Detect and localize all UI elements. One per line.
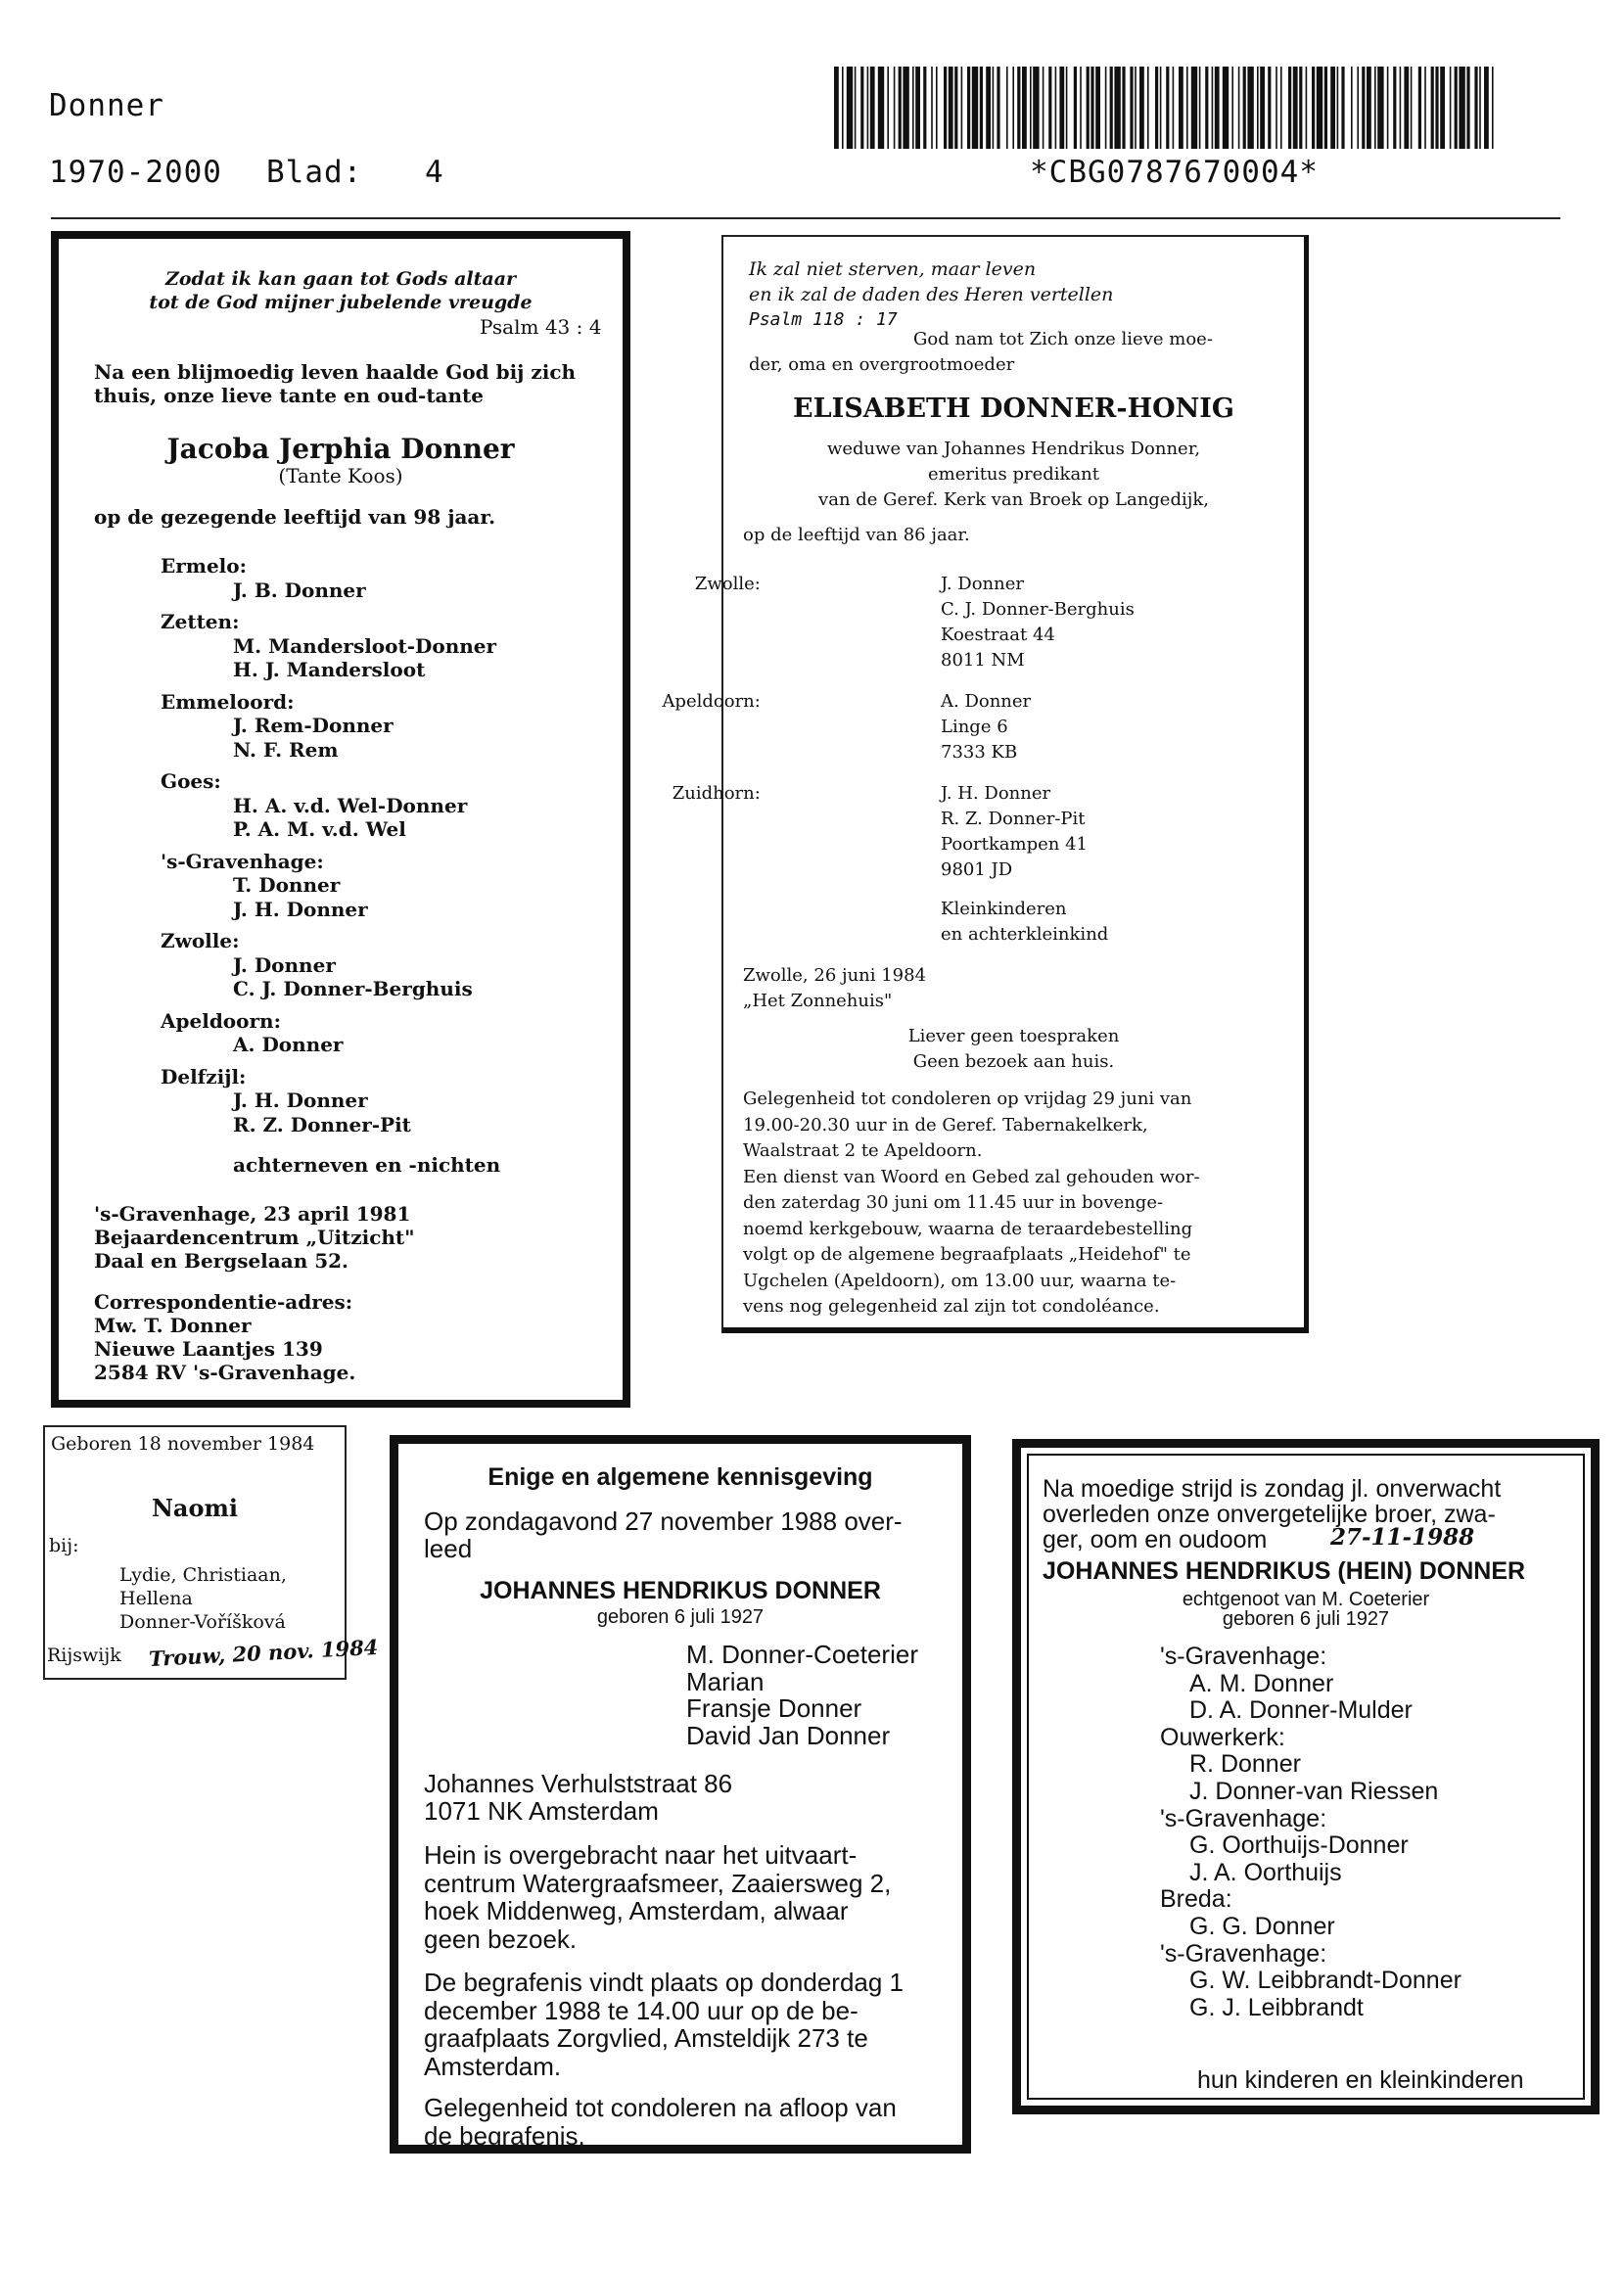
- family-member: R. Z. Donner-Pit: [233, 1112, 411, 1136]
- barcode-bar: [1276, 67, 1277, 149]
- barcode-bar: [1130, 67, 1133, 149]
- family-member: H. A. v.d. Wel-Donner: [233, 793, 468, 817]
- barcode-bar: [1393, 67, 1396, 149]
- document-years: 1970-2000: [49, 155, 222, 190]
- barcode-bar: [923, 67, 926, 149]
- barcode-bar: [894, 67, 896, 149]
- barcode-bar: [1212, 67, 1214, 149]
- birth-date: geboren 6 juli 1927: [596, 1606, 765, 1628]
- family-group: [161, 769, 496, 842]
- barcode-bar: [1351, 67, 1353, 149]
- address-line-2: 1071 NK Amsterdam: [424, 1796, 659, 1826]
- grandchildren-line-1: Kleinkinderen: [941, 899, 1067, 919]
- family-place: Zwolle:: [161, 929, 240, 952]
- barcode-bar: [899, 67, 902, 149]
- spouse-line: echtgenoot van M. Coeterier: [1182, 1589, 1430, 1610]
- paragraph-line: Gelegenheid tot condoleren op vrijdag 29 juni van: [743, 1089, 1192, 1109]
- family-place: Ouwerkerk:: [1160, 1723, 1285, 1751]
- barcode-bar: [1166, 67, 1169, 149]
- barcode-bar: [1341, 67, 1344, 149]
- correspondence-label: Correspondentie-adres:: [94, 1290, 353, 1314]
- handwritten-source-note: Trouw, 20 nov. 1984: [148, 1634, 379, 1672]
- barcode-bar: [980, 67, 983, 149]
- barcode-bar: [1435, 67, 1438, 149]
- condolence-paragraph: [424, 2094, 897, 2150]
- intro-line-1: Na een blijmoedig leven haalde God bij zich: [94, 360, 577, 384]
- family-member: A. Donner: [233, 1033, 344, 1056]
- barcode-bar: [1155, 67, 1158, 149]
- family-place: 's-Gravenhage:: [1160, 1804, 1327, 1832]
- barcode-bar: [967, 67, 970, 149]
- family-list: [662, 572, 1135, 899]
- intro-line-3: ger, oom en oudoom: [1043, 1526, 1268, 1553]
- location-line-2: Bejaardencentrum „Uitzicht": [94, 1226, 415, 1249]
- family-member: J. A. Oorthuijs: [1189, 1858, 1342, 1886]
- family-place: Delfzijl:: [161, 1064, 247, 1089]
- barcode-bar: [986, 67, 991, 149]
- family-place: 's-Gravenhage:: [161, 849, 324, 873]
- family-group: [161, 554, 496, 602]
- paragraph-line: volgt op de algemene begraafplaats „Heidehof" te: [743, 1244, 1191, 1265]
- obituary-elisabeth-donner-honig: [662, 235, 1309, 1333]
- family-member: G. Oorthuijs-Donner: [1189, 1831, 1409, 1860]
- barcode-bar: [931, 67, 933, 149]
- barcode-bar: [1479, 67, 1481, 149]
- family-member: J. H. Donner: [233, 897, 368, 921]
- header-divider: [51, 217, 1560, 219]
- barcode-bar: [1033, 67, 1039, 149]
- barcode-bar: [1293, 67, 1298, 149]
- paragraph-line: De begrafenis vindt plaats op donderdag 1: [424, 1968, 905, 1997]
- paragraph-line: Amsterdam.: [424, 2051, 562, 2081]
- barcode-bar: [1337, 67, 1339, 149]
- barcode-bar: [1280, 67, 1282, 149]
- barcode-bar: [1243, 67, 1246, 149]
- family-member: D. A. Donner-Mulder: [1189, 1696, 1413, 1725]
- barcode-bar: [1288, 67, 1291, 149]
- family-member: H. J. Mandersloot: [233, 658, 426, 681]
- widow-line-1: weduwe van Johannes Hendrikus Donner,: [826, 439, 1201, 459]
- barcode-bar: [1135, 67, 1137, 149]
- barcode-bar: [1357, 67, 1359, 149]
- intro-line-2: leed: [424, 1534, 473, 1563]
- barcode-bar: [1087, 67, 1090, 149]
- paragraph-line: vens nog gelegenheid zal zijn tot condoléance.: [743, 1296, 1160, 1317]
- barcode-bar: [972, 67, 978, 149]
- barcode-bar: [1257, 67, 1259, 149]
- parents-line-2: Hellena: [119, 1588, 193, 1609]
- closing-line: hun kinderen en kleinkinderen: [1197, 2066, 1524, 2094]
- barcode-bar: [1400, 67, 1402, 149]
- barcode-bar: [1095, 67, 1100, 149]
- barcode-bar: [860, 67, 863, 149]
- barcode-bar: [1191, 67, 1197, 149]
- family-place: Breda:: [1160, 1885, 1232, 1914]
- family-member: R. Donner: [1189, 1750, 1301, 1779]
- family-line: R. Z. Donner-Pit: [941, 809, 1086, 829]
- family-place: Zetten:: [161, 610, 240, 633]
- barcode-bar: [1440, 67, 1445, 149]
- location-line-3: Daal en Bergselaan 52.: [94, 1249, 348, 1273]
- barcode-bar: [867, 67, 869, 149]
- family-place: Emmeloord:: [161, 689, 295, 714]
- obituary-jacoba-donner: [51, 231, 630, 1408]
- barcode-bar: [1411, 67, 1413, 149]
- barcode-bar: [1105, 67, 1107, 149]
- family-group: [672, 781, 1135, 883]
- document-name: Donner: [49, 88, 164, 123]
- deceased-nickname: (Tante Koos): [278, 464, 403, 487]
- paragraph-line: Gelegenheid tot condoleren na afloop van: [424, 2093, 897, 2122]
- barcode-bar: [1043, 67, 1044, 149]
- home-name: „Het Zonnehuis": [743, 991, 893, 1011]
- barcode-bar: [1173, 67, 1175, 149]
- bij-label: bij:: [49, 1535, 79, 1556]
- barcode-bar: [1431, 67, 1434, 149]
- verse-line-2: tot de God mijner jubelende vreugde: [149, 292, 533, 313]
- family-list: [686, 1642, 918, 1749]
- paragraph-line: den zaterdag 30 juni om 11.45 uur in bovenge-: [743, 1192, 1164, 1213]
- intro-line-2: thuis, onze lieve tante en oud-tante: [94, 384, 485, 407]
- family-member: C. J. Donner-Berghuis: [233, 977, 473, 1000]
- barcode-bar: [1459, 67, 1464, 149]
- paragraph-line: Ugchelen (Apeldoorn), om 13.00 uur, waarna te-: [743, 1270, 1177, 1291]
- barcode-bar: [878, 67, 884, 149]
- barcode-bar: [855, 67, 857, 149]
- barcode-bar: [961, 67, 963, 149]
- intro-line-2: der, oma en overgrootmoeder: [749, 354, 1015, 375]
- barcode-bar: [1377, 67, 1383, 149]
- deceased-name: JOHANNES HENDRIKUS (HEIN) DONNER: [1043, 1557, 1526, 1585]
- nephews-line: achterneven en -nichten: [233, 1153, 501, 1177]
- barcode-bar: [912, 67, 914, 149]
- psalm-reference: Psalm 118 : 17: [749, 309, 898, 330]
- intro-line-1: God nam tot Zich onze lieve moe-: [913, 329, 1213, 349]
- barcode-bar: [1268, 67, 1271, 149]
- barcode-bar: [1160, 67, 1162, 149]
- barcode-text: *CBG0787670004*: [1030, 155, 1319, 190]
- barcode-image: [834, 67, 1500, 149]
- barcode-bar: [1418, 67, 1421, 149]
- condolence-paragraph: [743, 1087, 1200, 1321]
- family-member: G. G. Donner: [1189, 1912, 1335, 1940]
- barcode-bar: [887, 67, 889, 149]
- blad-number: 4: [425, 155, 444, 190]
- family-place: Ermelo:: [161, 554, 247, 578]
- barcode-bar: [944, 67, 947, 149]
- grandchildren-line-2: en achterkleinkind: [941, 924, 1109, 945]
- barcode-bar: [1205, 67, 1208, 149]
- family-member: G. J. Leibbrandt: [1189, 1993, 1364, 2021]
- family-line: J. H. Donner: [941, 783, 1051, 804]
- barcode-bar: [1139, 67, 1144, 149]
- obituary-johannes-hendrikus-donner: [390, 1435, 971, 2154]
- barcode-bar: [847, 67, 853, 149]
- barcode-bar: [1199, 67, 1201, 149]
- family-line: Koestraat 44: [941, 625, 1055, 645]
- deceased-name: JOHANNES HENDRIKUS DONNER: [480, 1577, 881, 1604]
- barcode-bar: [1260, 67, 1265, 149]
- barcode-bar: [954, 67, 957, 149]
- family-line: J. Donner: [941, 574, 1024, 594]
- barcode-bar: [1455, 67, 1458, 149]
- barcode-bar: [1238, 67, 1240, 149]
- address-line-1: Johannes Verhulststraat 86: [424, 1769, 733, 1798]
- city: Rijswijk: [47, 1645, 121, 1666]
- barcode-bar: [1474, 67, 1477, 149]
- widow-line-3: van de Geref. Kerk van Broek op Langedijk,: [818, 489, 1209, 510]
- barcode-bar: [1048, 67, 1051, 149]
- barcode-bar: [1492, 67, 1494, 149]
- barcode-bar: [1074, 67, 1077, 149]
- family-member: David Jan Donner: [686, 1720, 891, 1750]
- notice-title: Enige en algemene kennisgeving: [487, 1463, 873, 1491]
- psalm-reference: Psalm 43 : 4: [480, 315, 602, 339]
- barcode-bar: [1367, 67, 1371, 149]
- family-place: Zuidhorn:: [672, 783, 761, 804]
- family-place: 's-Gravenhage:: [1160, 1643, 1327, 1670]
- family-member: T. Donner: [233, 873, 341, 897]
- widow-line-2: emeritus predikant: [927, 464, 1100, 485]
- paragraph-line: de begrafenis.: [424, 2120, 585, 2151]
- age-line: op de leeftijd van 86 jaar.: [743, 525, 970, 545]
- family-group: [161, 610, 496, 682]
- family-group: [161, 850, 496, 922]
- family-place: 's-Gravenhage:: [1160, 1939, 1327, 1968]
- age-line: op de gezegende leeftijd van 98 jaar.: [94, 505, 496, 529]
- paragraph-line: graafplaats Zorgvlied, Amsteldijk 273 te: [424, 2023, 868, 2053]
- paragraph-line: Waalstraat 2 te Apeldoorn.: [743, 1140, 983, 1161]
- barcode-bar: [1450, 67, 1452, 149]
- family-group: [161, 1065, 496, 1137]
- family-place: Apeldoorn:: [662, 691, 761, 712]
- barcode-bar: [1030, 67, 1032, 149]
- blad-label: Blad:: [266, 155, 363, 190]
- family-member: J. B. Donner: [233, 578, 366, 602]
- barcode-bar: [1324, 67, 1327, 149]
- barcode-bar: [1312, 67, 1315, 149]
- family-group: [694, 572, 1135, 673]
- intro-line-2: overleden onze onvergetelijke broer, zwa-: [1043, 1501, 1496, 1528]
- family-line: 9801 JD: [941, 859, 1013, 880]
- barcode-bar: [1484, 67, 1489, 149]
- correspondence-line-3: 2584 RV 's-Gravenhage.: [94, 1361, 356, 1384]
- barcode-bar: [1147, 67, 1149, 149]
- verse-line-1: Ik zal niet sterven, maar leven: [749, 258, 1037, 280]
- barcode-bar: [1317, 67, 1322, 149]
- family-member: J. Donner-van Riessen: [1189, 1777, 1439, 1805]
- barcode-bar: [1059, 67, 1064, 149]
- barcode-bar: [1306, 67, 1308, 149]
- family-place: Apeldoorn:: [161, 1008, 281, 1033]
- deceased-name: ELISABETH DONNER-HONIG: [793, 394, 1234, 424]
- funeral-paragraph: [424, 1969, 904, 2080]
- family-group: [1160, 1644, 1462, 1725]
- deceased-name: Jacoba Jerphia Donner: [166, 433, 515, 465]
- barcode-bar: [1114, 67, 1120, 149]
- family-member: J. Donner: [233, 952, 336, 977]
- family-member: N. F. Rem: [233, 737, 339, 762]
- parents-line-3: Donner-Voříšková: [119, 1611, 286, 1633]
- barcode-bar: [842, 67, 844, 149]
- barcode-bar: [1374, 67, 1376, 149]
- family-group: [1160, 1886, 1462, 1940]
- birth-date: geboren 6 juli 1927: [1222, 1608, 1390, 1630]
- family-group: [1160, 1725, 1462, 1806]
- barcode-bar: [1247, 67, 1253, 149]
- family-line: 7333 KB: [941, 742, 1018, 763]
- family-member: J. H. Donner: [233, 1089, 368, 1112]
- barcode-bar: [1006, 67, 1008, 149]
- obituary-johannes-hendrikus-hein-donner: [1012, 1439, 1600, 2114]
- barcode-bar: [834, 67, 839, 149]
- paragraph-line: Hein is overgebracht naar het uitvaart-: [424, 1840, 858, 1870]
- barcode-bar: [1186, 67, 1188, 149]
- barcode-bar: [1387, 67, 1389, 149]
- barcode-bar: [1215, 67, 1220, 149]
- birth-date: Geboren 18 november 1984: [51, 1433, 315, 1455]
- child-name: Naomi: [151, 1494, 238, 1522]
- barcode-bar: [1080, 67, 1082, 149]
- paragraph-line: geen bezoek.: [424, 1923, 578, 1954]
- family-group: [161, 1009, 496, 1057]
- intro-line-1: Op zondagavond 27 november 1988 over-: [424, 1506, 903, 1536]
- barcode-bar: [1122, 67, 1125, 149]
- paragraph-line: 19.00-20.30 uur in de Geref. Tabernakelkerk,: [743, 1114, 1148, 1136]
- family-place: Zwolle:: [694, 574, 761, 594]
- no-visit-line: Geen bezoek aan huis.: [912, 1051, 1115, 1072]
- barcode-bar: [1055, 67, 1057, 149]
- family-member: M. Mandersloot-Donner: [233, 633, 497, 658]
- location-line-1: 's-Gravenhage, 23 april 1981: [94, 1202, 411, 1226]
- intro-line-1: Na moedige strijd is zondag jl. onverwacht: [1043, 1475, 1502, 1503]
- place-date: Zwolle, 26 juni 1984: [743, 965, 927, 986]
- family-line: Linge 6: [941, 717, 1008, 737]
- family-group: [1160, 1806, 1462, 1887]
- paragraph-line: noemd kerkgebouw, waarna de teraardebestelling: [743, 1218, 1193, 1239]
- correspondence-line-2: Nieuwe Laantjes 139: [94, 1337, 323, 1361]
- barcode-bar: [1466, 67, 1469, 149]
- paragraph-line: centrum Watergraafsmeer, Zaaiersweg 2,: [424, 1868, 892, 1898]
- family-member: G. W. Leibbrandt-Donner: [1189, 1967, 1462, 1995]
- family-line: 8011 NM: [941, 650, 1025, 671]
- family-member: J. Rem-Donner: [233, 714, 394, 737]
- verse-line-2: en ik zal de daden des Heren vertellen: [749, 284, 1114, 305]
- family-member: P. A. M. v.d. Wel: [233, 817, 406, 841]
- barcode-bar: [1012, 67, 1014, 149]
- paragraph-line: Een dienst van Woord en Gebed zal gehouden wor-: [743, 1166, 1200, 1187]
- birth-announcement-naomi: [43, 1425, 379, 1680]
- barcode-bar: [870, 67, 875, 149]
- family-member: Fransje Donner: [686, 1693, 862, 1723]
- verse-line-1: Zodat ik kan gaan tot Gods altaar: [164, 268, 517, 290]
- parents-line-1: Lydie, Christiaan,: [119, 1564, 287, 1586]
- barcode-bar: [915, 67, 920, 149]
- family-line: Poortkampen 41: [941, 834, 1088, 855]
- barcode-bar: [903, 67, 908, 149]
- barcode-bar: [1424, 67, 1426, 149]
- barcode-bar: [1066, 67, 1068, 149]
- paragraph-line: december 1988 te 14.00 uur op de be-: [424, 1995, 858, 2025]
- family-member: M. Donner-Coeterier: [686, 1640, 918, 1669]
- transfer-paragraph: [424, 1841, 891, 1953]
- barcode-bar: [1330, 67, 1335, 149]
- barcode-bar: [997, 67, 999, 149]
- family-list: [1160, 1644, 1462, 2021]
- family-group: [662, 689, 1135, 765]
- barcode-bar: [1110, 67, 1113, 149]
- family-place: Goes:: [161, 769, 221, 793]
- barcode-bar: [936, 67, 938, 149]
- barcode-bar: [1299, 67, 1302, 149]
- family-group: [1160, 1941, 1462, 2022]
- barcode-bar: [1231, 67, 1233, 149]
- barcode-bar: [1090, 67, 1093, 149]
- family-line: A. Donner: [941, 691, 1032, 712]
- family-member: A. M. Donner: [1189, 1669, 1334, 1697]
- barcode-bar: [1022, 67, 1027, 149]
- family-line: C. J. Donner-Berghuis: [941, 599, 1135, 620]
- family-group: [161, 690, 496, 763]
- barcode-bar: [1362, 67, 1365, 149]
- barcode-bar: [1179, 67, 1183, 149]
- correspondence-line-1: Mw. T. Donner: [94, 1314, 252, 1337]
- barcode-bar: [993, 67, 995, 149]
- family-list: [161, 554, 496, 1144]
- barcode-bar: [949, 67, 953, 149]
- barcode-bar: [1223, 67, 1229, 149]
- paragraph-line: hoek Middenweg, Amsterdam, alwaar: [424, 1896, 849, 1925]
- family-member: Marian: [686, 1666, 765, 1696]
- barcode-bar: [1017, 67, 1020, 149]
- family-group: [161, 929, 496, 1001]
- no-speech-line: Liever geen toespraken: [907, 1026, 1120, 1046]
- handwritten-date: 27-11-1988: [1330, 1524, 1475, 1551]
- barcode-bar: [1404, 67, 1409, 149]
